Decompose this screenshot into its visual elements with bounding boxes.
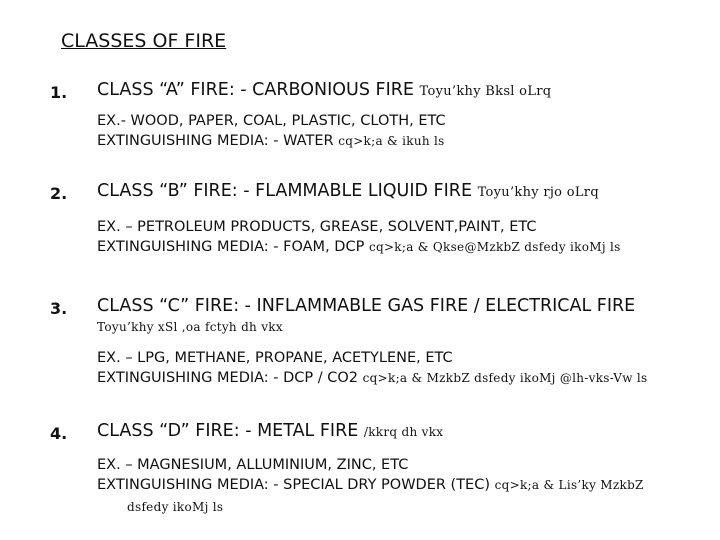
class-c-heading [97,296,635,316]
class-c-number: 3. [50,299,68,318]
class-d-description: METAL FIRE [257,421,359,441]
class-d-label: CLASS “D” FIRE [97,421,234,441]
class-a-media-hindi: cq>k;a & ikuh ls [338,134,445,148]
class-b-description: FLAMMABLE LIQUID FIRE [255,181,472,201]
class-b-media [97,239,621,255]
class-b-media-text: EXTINGUISHING MEDIA: - FOAM, DCP [97,239,365,255]
class-a-label: CLASS “A” FIRE [97,80,229,100]
class-b-separator: : - [231,181,256,201]
class-a-description: CARBONIOUS FIRE [252,80,414,100]
class-b-hindi: Toyu’khy rjo oLrq [477,185,599,200]
class-d-separator: : - [233,421,258,441]
class-c-media [97,370,647,386]
class-d-examples: EX. – MAGNESIUM, ALLUMINIUM, ZINC, ETC [97,457,409,473]
class-d-number: 4. [50,424,68,443]
class-b-label: CLASS “B” FIRE [97,181,232,201]
class-b-heading [97,181,599,201]
class-a-hindi: Toyu’khy Bksl oLrq [419,84,552,99]
class-a-media-text: EXTINGUISHING MEDIA: - WATER [97,133,334,149]
class-c-hindi: Toyu’khy xSl ,oa fctyh dh vkx [97,320,283,334]
class-c-separator: : - [233,296,257,316]
class-d-media [97,477,644,493]
class-b-media-hindi: cq>k;a & Qkse@MzkbZ dsfedy ikoMj ls [368,240,621,254]
class-b-number: 2. [50,184,68,203]
class-a-number: 1. [50,83,68,102]
class-d-media-text: EXTINGUISHING MEDIA: - SPECIAL DRY POWDER (TEC) [97,477,490,493]
class-d-heading [97,421,443,441]
class-c-description: INFLAMMABLE GAS FIRE / ELECTRICAL FIRE [256,296,636,316]
class-d-hindi: /kkrq dh vkx [363,425,444,439]
class-c-examples: EX. – LPG, METHANE, PROPANE, ACETYLENE, ETC [97,350,453,366]
class-c-media-text: EXTINGUISHING MEDIA: - DCP / CO2 [97,370,359,386]
class-a-separator: : - [228,80,253,100]
class-c-label: CLASS “C” FIRE [97,296,234,316]
class-b-examples: EX. – PETROLEUM PRODUCTS, GREASE, SOLVENT,PAINT, ETC [97,219,537,235]
class-d-media-hindi: cq>k;a & Lis’ky MzkbZ [494,478,644,492]
class-a-heading [97,80,551,100]
class-a-media [97,133,445,149]
class-c-media-hindi: cq>k;a & MzkbZ dsfedy ikoMj @lh-vks-Vw ls [362,371,648,385]
class-a-examples: EX.- WOOD, PAPER, COAL, PLASTIC, CLOTH, ETC [97,113,446,129]
class-d-media-hindi-cont: dsfedy ikoMj ls [127,500,224,514]
page-title: CLASSES OF FIRE [61,30,227,52]
